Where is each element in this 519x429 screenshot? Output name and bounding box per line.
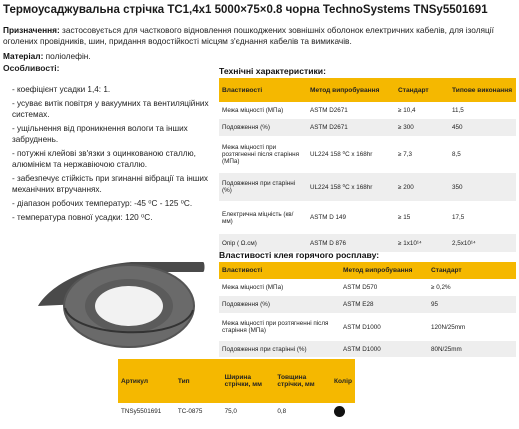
table-row — [219, 102, 516, 119]
table-row — [219, 279, 516, 296]
table-cell: 2,5х10¹⁴ — [449, 234, 516, 252]
table-cell: Опір ( Ω.cм) — [219, 234, 307, 252]
material-value: поліолефін. — [45, 51, 91, 61]
material-label: Матеріал: — [3, 51, 44, 61]
material — [3, 51, 91, 61]
table-cell: Межа міцності при розтягненні після старіння (МПа) — [219, 136, 307, 173]
table-cell: ASTM D2671 — [307, 119, 395, 136]
table-row — [219, 136, 516, 173]
table-cell: 80N/25mm — [428, 341, 516, 357]
table-row — [118, 403, 355, 419]
feature-item: - забезпечує стійкість при згинанні вібрації та інших механічних втручаннях. — [12, 174, 209, 194]
table-cell: ASTM D 149 — [307, 201, 395, 234]
table-cell: 450 — [449, 119, 516, 136]
col-header: Метод випробування — [307, 78, 395, 102]
table-cell: Межа міцності (МПа) — [219, 102, 307, 119]
table-cell: 17,5 — [449, 201, 516, 234]
article-type: ТС-0875 — [175, 403, 222, 419]
table-cell: Подовження при старінні (%) — [219, 173, 307, 201]
features-title: Особливості: — [3, 63, 60, 73]
glue-properties-table — [219, 262, 516, 357]
col-header: Ширина стрічки, мм — [222, 359, 275, 403]
tech-specs-title: Технічні характеристики: — [219, 66, 326, 76]
feature-item: - потужні клейові зв'язки з оцинкованою сталлю, алюмінієм та нержавіючою сталлю. — [12, 149, 196, 169]
table-header-row — [118, 359, 355, 403]
table-cell: Подовження (%) — [219, 296, 340, 313]
table-cell: ≥ 15 — [395, 201, 449, 234]
glue-properties-title: Властивості клея горячого росплаву: — [219, 250, 380, 260]
col-header: Артикул — [118, 359, 175, 403]
table-cell: 350 — [449, 173, 516, 201]
table-cell: ASTM D570 — [340, 279, 428, 296]
table-cell: 120N/25mm — [428, 313, 516, 341]
feature-item: - ущільнення від проникнення вологи та інших забруднень. — [12, 124, 188, 144]
col-header: Властивості — [219, 262, 340, 279]
table-row — [219, 119, 516, 136]
table-row — [219, 341, 516, 357]
table-cell: ASTM D1000 — [340, 341, 428, 357]
feature-item: - усуває витік повітря у вакуумних та вентиляційних системах. — [12, 99, 209, 119]
table-cell: ASTM D 876 — [307, 234, 395, 252]
description-label: Призначення: — [3, 25, 60, 35]
table-cell: 11,5 — [449, 102, 516, 119]
col-header: Типове виконання — [449, 78, 516, 102]
table-cell: 95 — [428, 296, 516, 313]
col-header: Колір — [331, 359, 355, 403]
description-text: застосовується для часткового відновлення пошкоджених зовнішніх оболонок електричних кабелів, для ізоляції оголених провідників, шин, придання водостійкості місцям з'єднання кабелів та вимикачів. — [3, 25, 494, 46]
tech-specs-table — [219, 78, 516, 252]
color-swatch — [334, 406, 345, 417]
table-cell: ASTM D2671 — [307, 102, 395, 119]
table-cell: ASTM E28 — [340, 296, 428, 313]
article-table — [118, 359, 355, 419]
table-header-row — [219, 262, 516, 279]
col-header: Стандарт — [395, 78, 449, 102]
table-row — [219, 296, 516, 313]
table-cell: Межа міцності при розтягненні після старіння (МПа) — [219, 313, 340, 341]
table-cell: ≥ 0,2% — [428, 279, 516, 296]
table-cell: UL224 158 ⁰С х 168hr — [307, 136, 395, 173]
article-code: TNSy5501691 — [118, 403, 175, 419]
feature-item: - діапазон робочих температур: -45 ⁰С - 125 ⁰С. — [12, 199, 193, 208]
table-cell: ≥ 300 — [395, 119, 449, 136]
table-cell: ≥ 7,3 — [395, 136, 449, 173]
table-cell: Електрична міцність (кв/мм) — [219, 201, 307, 234]
table-row — [219, 201, 516, 234]
page-title: Термоусаджувальна стрічка ТС1,4х1 5000×75×0.8 чорна TechnoSystems TNSy5501691 — [3, 4, 488, 16]
feature-item: - коефіцієнт усадки 1,4: 1. — [12, 85, 111, 94]
table-header-row — [219, 78, 516, 102]
table-cell: ≥ 10,4 — [395, 102, 449, 119]
table-cell: ASTM D1000 — [340, 313, 428, 341]
col-header: Тип — [175, 359, 222, 403]
description — [3, 25, 517, 47]
features-list — [12, 84, 212, 226]
table-cell: Подовження (%) — [219, 119, 307, 136]
table-cell: ≥ 1х10¹⁴ — [395, 234, 449, 252]
article-width: 75,0 — [222, 403, 275, 419]
table-cell: UL224 158 ⁰С х 168hr — [307, 173, 395, 201]
feature-item: - температура повної усадки: 120 ⁰С. — [12, 213, 153, 222]
col-header: Стандарт — [428, 262, 516, 279]
table-row — [219, 313, 516, 341]
article-thickness: 0,8 — [274, 403, 331, 419]
table-cell: 8,5 — [449, 136, 516, 173]
col-header: Властивості — [219, 78, 307, 102]
table-cell: ≥ 200 — [395, 173, 449, 201]
table-cell: Подовження при старінні (%) — [219, 341, 340, 357]
color-cell — [331, 403, 355, 419]
table-cell: Межа міцності (МПа) — [219, 279, 340, 296]
tape-roll-image — [33, 246, 209, 354]
table-row — [219, 173, 516, 201]
col-header: Товщина стрічки, мм — [274, 359, 331, 403]
col-header: Метод випробування — [340, 262, 428, 279]
